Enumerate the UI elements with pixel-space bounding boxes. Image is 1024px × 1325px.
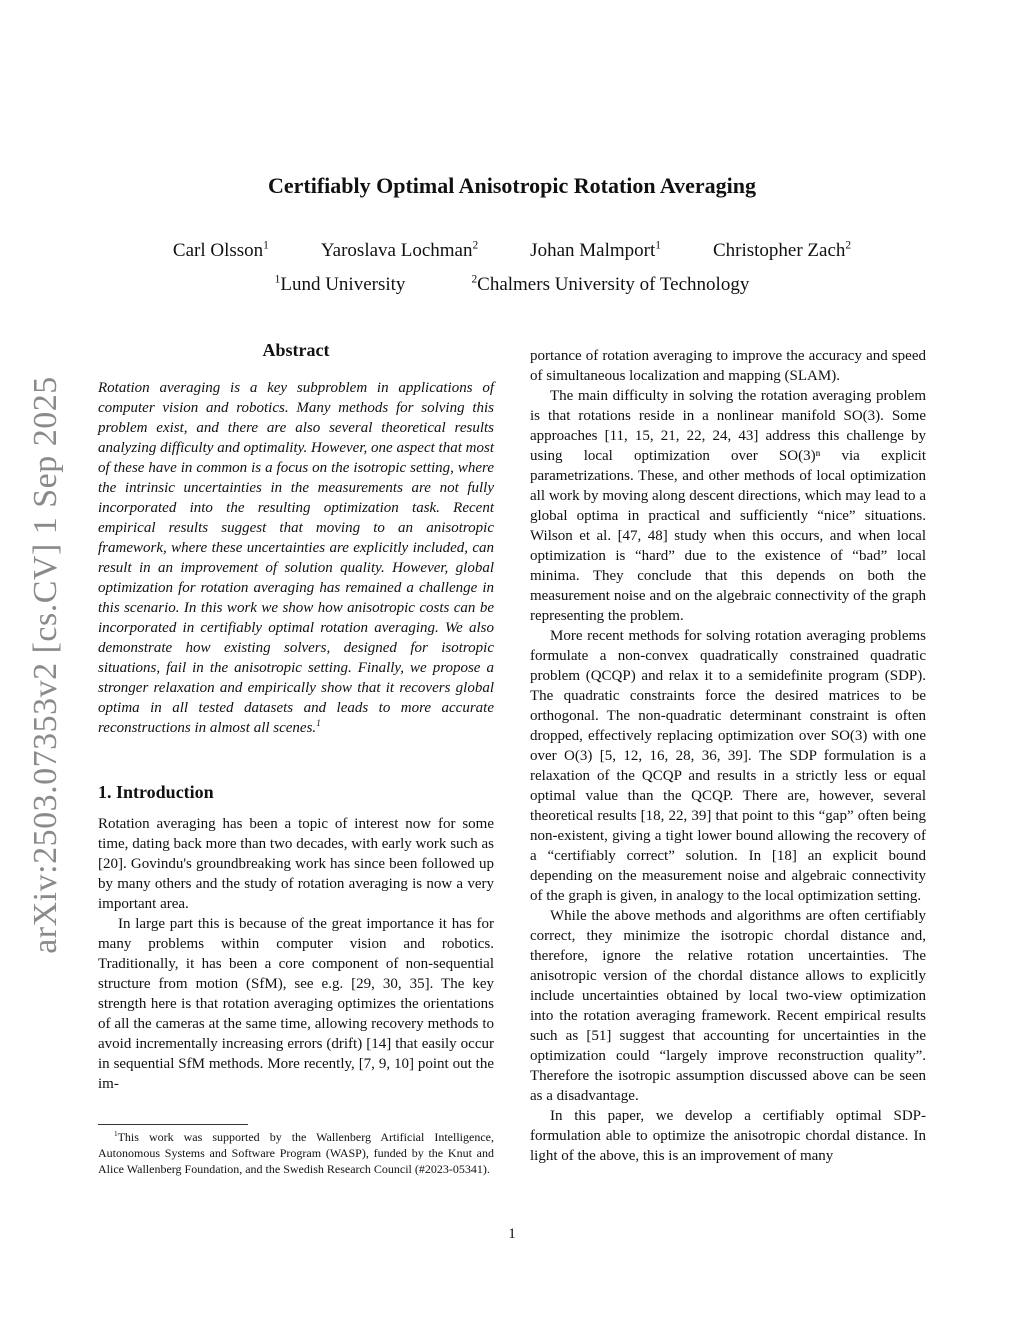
footnote-text	[98, 1129, 494, 1177]
abstract-footnote-mark: 1	[316, 718, 321, 728]
affiliation-name: Lund University	[280, 274, 406, 295]
paper-title: Certifiably Optimal Anisotropic Rotation Averaging	[267, 173, 757, 198]
author-name: Johan Malmport	[530, 240, 656, 261]
affiliation-name: Chalmers University of Technology	[477, 274, 750, 295]
abstract-text	[98, 378, 494, 738]
left-column	[98, 340, 494, 1094]
abstract-body: Rotation averaging is a key subproblem in applications of computer vision and robotics. Many methods for solving this problem exist, and there are also several theoretical results analyzing difficulty and optimality. However, one aspect that most of these have in common is a focus on the isotropic setting, where the intrinsic uncertainties in the measurements are not fully incorporated into the resulting optimization task. Recent empirical results suggest that moving to an anisotropic framework, where these uncertainties are explicitly included, can result in an improvement of solution quality. However, global optimization for rotation averaging has remained a challenge in this scenario. In this work we show how anisotropic costs can be incorporated in certifiably optimal rotation averaging. We also demonstrate how existing solvers, designed for isotropic situations, fail in the anisotropic setting. Finally, we propose a stronger relaxation and empirically show that it recovers global optima in all tested datasets and leads to more accurate reconstructions in almost all scenes.	[98, 380, 494, 736]
page-number: 1	[508, 1226, 516, 1242]
paragraph: Rotation averaging has been a topic of interest now for some time, dating back more than two decades, with early work such as [20]. Govindu's groundbreaking work has since been followed up by many others and the study of rotation averaging is now a very important area.	[98, 816, 494, 912]
affiliation-number: 2	[471, 273, 478, 286]
author-affiliation-mark: 2	[472, 239, 479, 252]
right-column	[530, 346, 926, 1166]
affiliation	[275, 274, 406, 296]
footnote	[98, 1124, 494, 1177]
author	[173, 240, 269, 262]
footnote-rule	[98, 1124, 248, 1125]
author	[713, 240, 851, 262]
arxiv-stamp-text: arXiv:2503.07353v2 [cs.CV] 1 Sep 2025	[27, 376, 64, 954]
paragraph: More recent methods for solving rotation averaging problems formulate a non-convex quadratically constrained quadratic problem (QCQP) and relax it to a semidefinite program (SDP). The quadratic constraints force the desired matrices to be orthogonal. The non-quadratic determinant constraint is often dropped, effectively replacing optimization over SO(3) with one over O(3) [5, 12, 16, 28, 36, 39]. The SDP formulation is a relaxation of the QCQP and results in a strictly less or equal optimal value than the QCQP. There are, however, several theoretical results [18, 22, 39] that point to this “gap” often being non-existent, giving a tight lower bound allowing the recovery of a “certifiably correct” solution. In [18] an explicit bound depending on the measurement noise and algebraic connectivity of the graph is given, in analogy to the local optimization setting.	[530, 628, 926, 904]
paragraph: portance of rotation averaging to improve the accuracy and speed of simultaneous localization and mapping (SLAM).	[530, 348, 926, 384]
abstract-heading: Abstract	[262, 340, 330, 360]
author	[321, 240, 478, 262]
author-affiliation-mark: 1	[655, 239, 661, 252]
affiliation-number: 1	[274, 273, 281, 286]
arxiv-stamp	[26, 376, 66, 954]
affiliation-list	[0, 274, 1024, 296]
section-heading-introduction: 1. Introduction	[98, 782, 214, 802]
footnote-mark: 1	[114, 1130, 118, 1138]
author	[530, 240, 661, 262]
author-name: Yaroslava Lochman	[320, 240, 473, 261]
author-name: Carl Olsson	[172, 240, 264, 261]
footnote-body: This work was supported by the Wallenberg Artificial Intelligence, Autonomous Systems and Software Program (WASP), funded by the Knut and Alice Wallenberg Foundation, and the Swedish Research Council (#2023-05341).	[98, 1130, 494, 1176]
paragraph: In this paper, we develop a certifiably optimal SDP-formulation able to optimize the anisotropic chordal distance. In light of the above, this is an improvement of many	[530, 1108, 926, 1164]
paragraph: The main difficulty in solving the rotation averaging problem is that rotations reside in a nonlinear manifold SO(3). Some approaches [11, 15, 21, 22, 24, 43] address this challenge by using local optimization over SO(3)ⁿ via explicit parametrizations. These, and other methods of local optimization all work by moving along descent directions, which may lead to a global optima in practical and sufficiently “nice” situations. Wilson et al. [47, 48] study when this occurs, and when local optimization is “hard” due to the existence of “bad” local minima. They conclude that this depends on both the measurement noise and on the algebraic connectivity of the graph representing the problem.	[530, 388, 926, 624]
paragraph: While the above methods and algorithms are often certifiably correct, they minimize the isotropic chordal distance and, therefore, ignore the relative rotation uncertainties. The anisotropic version of the chordal distance allows to explicitly include uncertainties obtained by local two-view optimization into the rotation averaging framework. Recent empirical results such as [51] suggest that accounting for uncertainties in the optimization could “largely improve reconstruction quality”. Therefore the isotropic assumption discussed above can be seen as a disadvantage.	[530, 908, 926, 1104]
paragraph: In large part this is because of the great importance it has for many problems within computer vision and robotics. Traditionally, it has been a core component of non-sequential structure from motion (SfM), see e.g. [29, 30, 35]. The key strength here is that rotation averaging optimizes the orientations of all the cameras at the same time, allowing recovery methods to avoid incrementally increasing errors (drift) [14] that easily occur in sequential SfM methods. More recently, [7, 9, 10] point out the im-	[98, 916, 494, 1092]
author-list	[0, 240, 1024, 262]
author-name: Christopher Zach	[712, 240, 846, 261]
affiliation	[471, 274, 749, 296]
author-affiliation-mark: 1	[263, 239, 269, 252]
author-affiliation-mark: 2	[845, 239, 852, 252]
